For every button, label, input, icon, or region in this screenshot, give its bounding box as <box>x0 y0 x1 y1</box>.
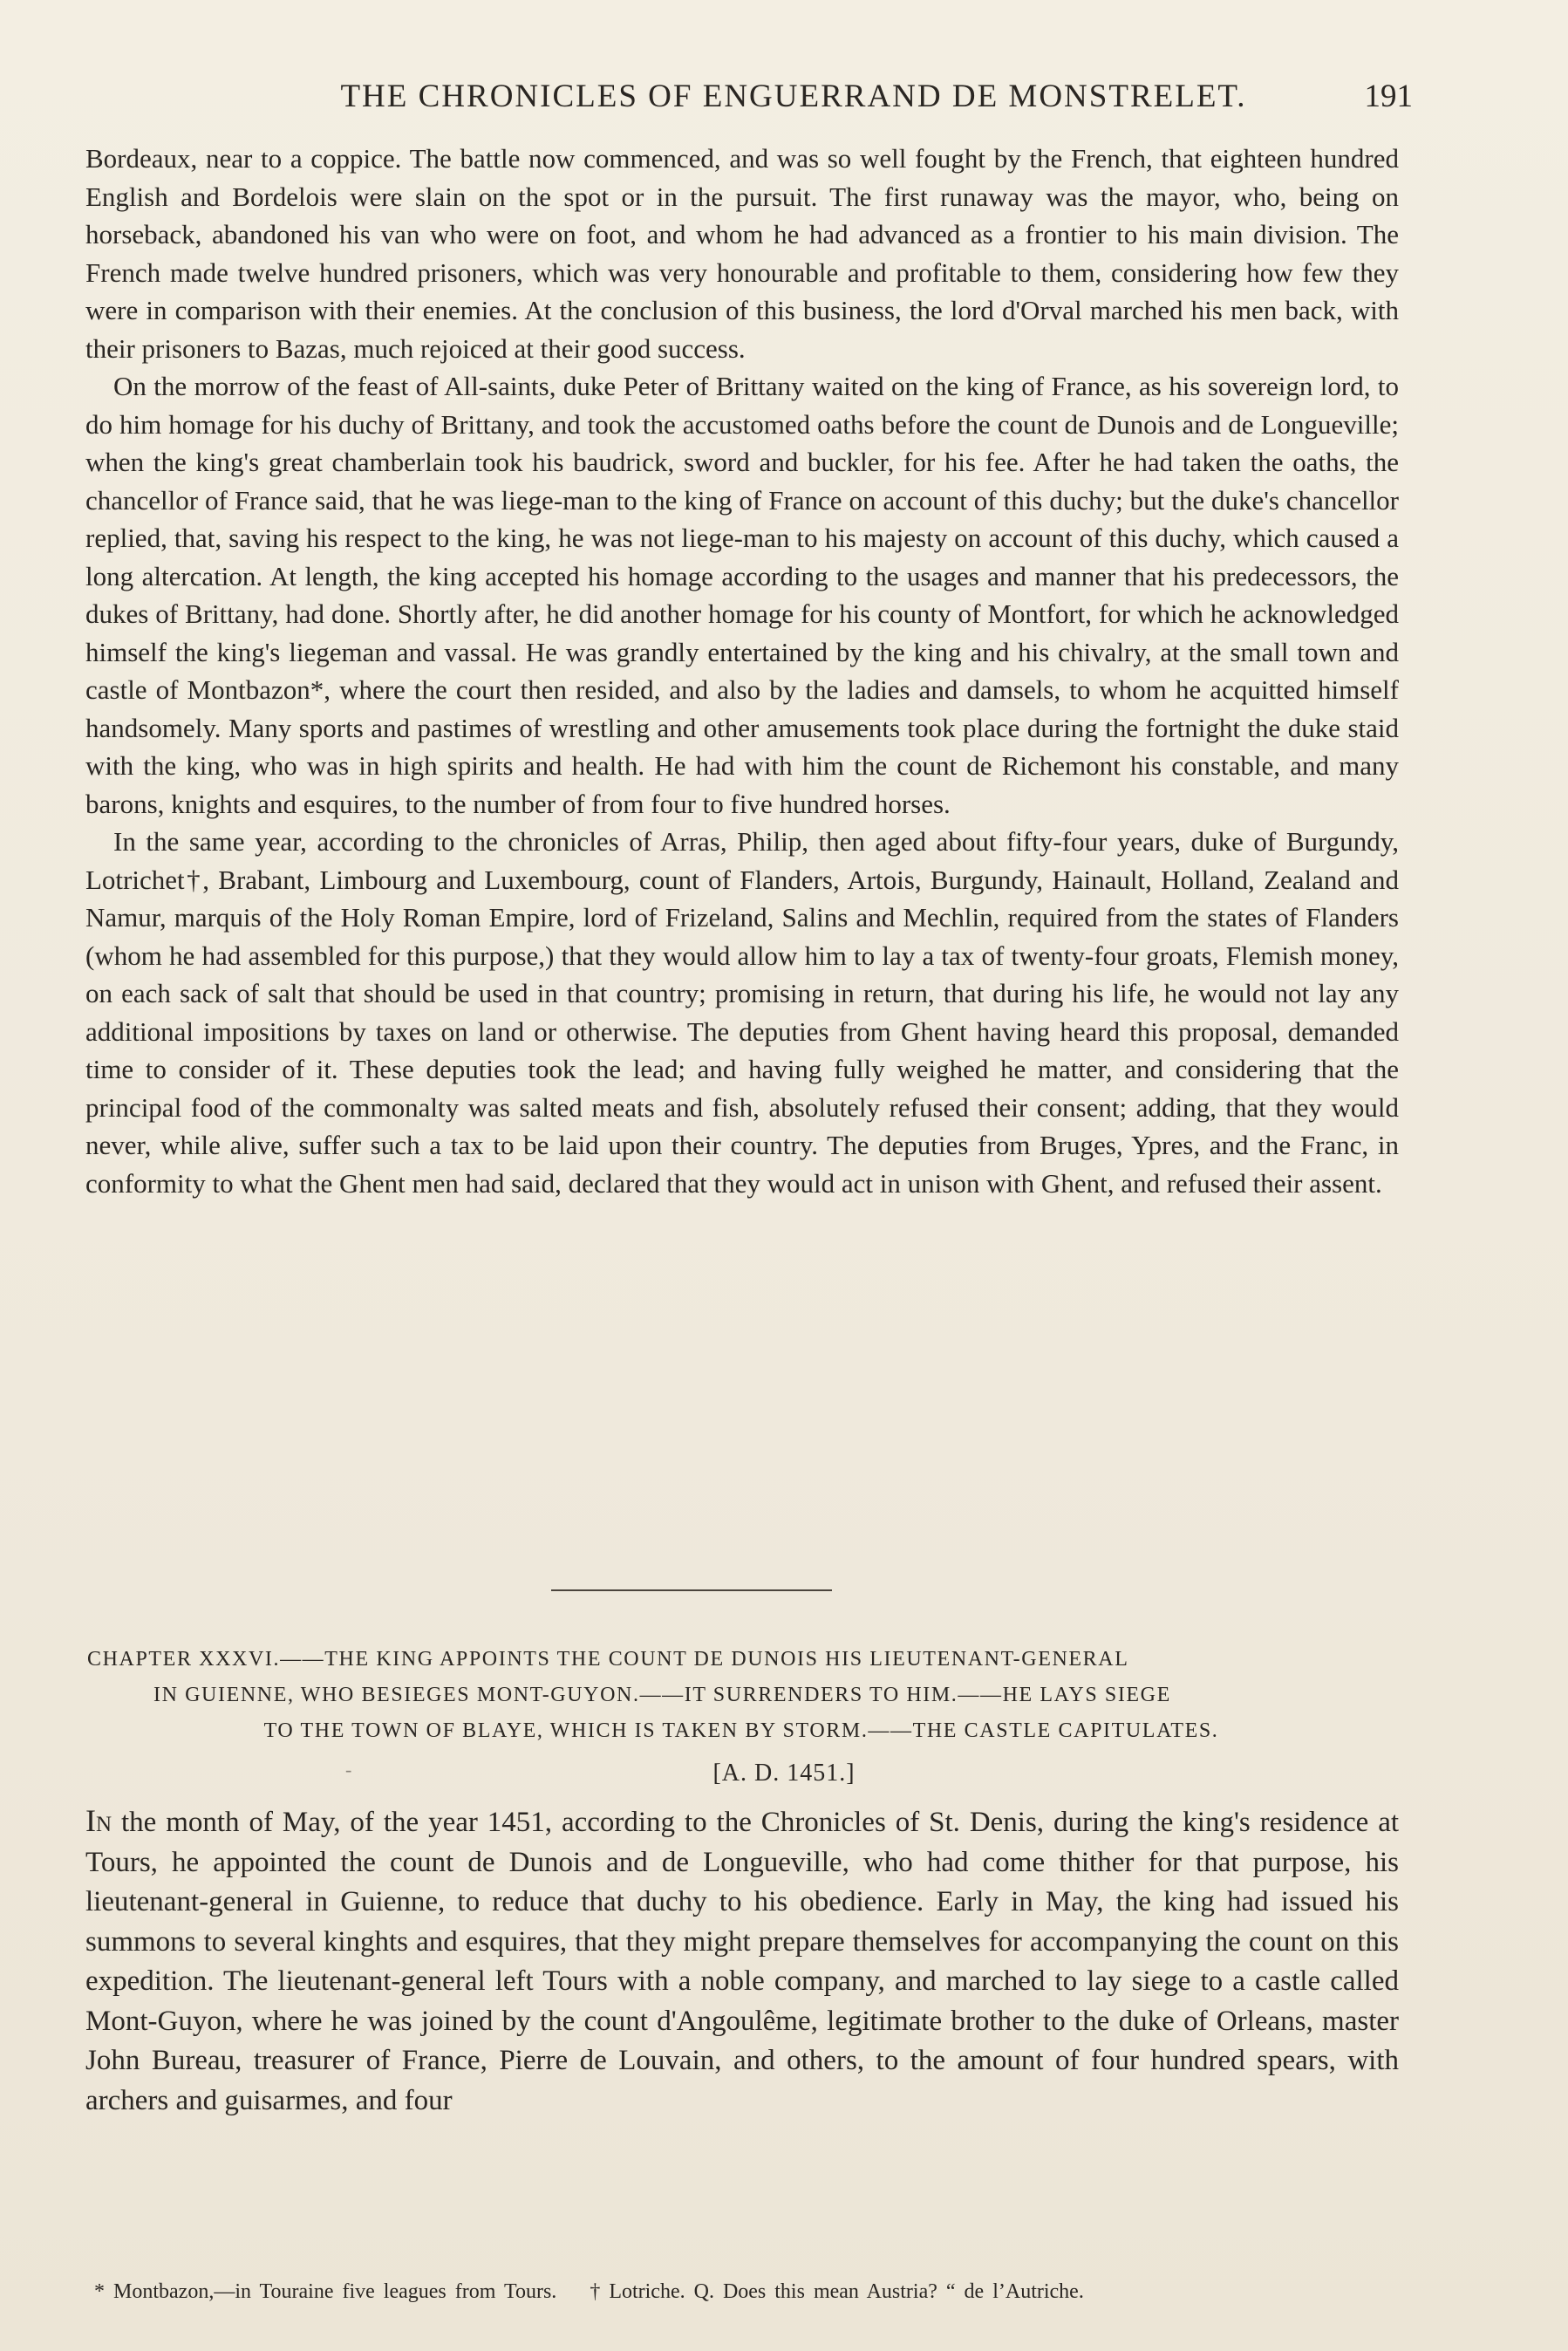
running-title: THE CHRONICLES OF ENGUERRAND DE MONSTRELET. <box>340 79 1247 114</box>
footnotes <box>94 2277 1402 2307</box>
opening-word: In <box>85 1803 112 1838</box>
paragraph-salt-tax: In the same year, according to the chronicles of Arras, Philip, then aged about fifty-four years, duke of Burgundy, Lotrichet†, Brabant, Limbourg and Luxembourg, count of Flanders, Artois, Burgundy, Hainault, Holland, Zealand and Namur, marquis of the Holy Roman Empire, lord of Frizeland, Salins and Mechlin, required from the states of Flanders (whom he had assembled for this purpose,) that they would allow him to lay a tax of twenty-four groats, Flemish money, on each sack of salt that should be used in that country; promising in return, that during his life, he would not lay any additional impositions by taxes on land or otherwise. The deputies from Ghent having heard this proposal, demanded time to consider of it. These deputies took the lead; and having fully weighed he matter, and considering that the principal food of the commonalty was salted meats and fish, absolutely refused their consent; adding, that they would never, while alive, suffer such a tax to be laid upon their country. The deputies from Bruges, Ypres, and the Franc, in conformity to what the Ghent men had said, declared that they would act in unison with Ghent, and refused their assent. <box>85 826 1399 1199</box>
paragraph-continued: Bordeaux, near to a coppice. The battle now commenced, and was so well fought by the French, that eighteen hundred English and Bordelois were slain on the spot or in the pursuit. The first runaway was the mayor, who, being on horseback, abandoned his van who were on foot, and whom he had advanced as a frontier to his main division. The French made twelve hundred prisoners, which was very honourable and profitable to them, considering how few they were in comparison with their enemies. At the conclusion of this business, the lord d'Orval marched his men back, with their prisoners to Bazas, much rejoiced at their good success. <box>85 143 1399 364</box>
chapter-heading-line: TO THE TOWN OF BLAYE, WHICH IS TAKEN BY STORM.——THE CASTLE CAPITULATES. <box>263 1719 1219 1742</box>
main-text <box>85 140 1399 1202</box>
page-number: 191 <box>1364 79 1413 114</box>
chapter-heading-line: CHAPTER XXXVI.——THE KING APPOINTS THE COUNT DE DUNOIS HIS LIEUTENANT-GENERAL <box>87 1648 1129 1671</box>
chapter-paragraph-text: the month of May, of the year 1451, according to the Chronicles of St. Denis, during the king's residence at Tours, he appointed the count de Dunois and de Longueville, who had come thither for that purpose, his lieutenant-general in Guienne, to reduce that duchy to his obedience. Early in May, the king had issued his summons to several kinghts and esquires, that they might prepare themselves for accompanying the count on this expedition. The lieutenant-general left Tours with a noble company, and marched to lay siege to a castle called Mont-Guyon, where he was joined by the count d'Angoulême, legitimate brother to the duke of Orleans, master John Bureau, treasurer of France, Pierre de Louvain, and others, to the amount of four hundred spears, with archers and guisarmes, and four <box>85 1807 1400 2116</box>
page-header <box>174 75 1413 119</box>
printer-mark: - <box>345 1759 352 1780</box>
footnote-lotriche: † Lotriche. Q. Does this mean Austria? “ de l’Autriche. <box>590 2280 1084 2303</box>
chapter-paragraph <box>85 1801 1399 2121</box>
chapter-text <box>85 1801 1399 2121</box>
chapter-heading-line: IN GUIENNE, WHO BESIEGES MONT-GUYON.——IT SURRENDERS TO HIM.——HE LAYS SIEGE <box>153 1684 1171 1706</box>
footnote-montbazon: * Montbazon,—in Touraine five leagues from Tours. <box>94 2280 557 2303</box>
chapter-date: [A. D. 1451.] <box>712 1760 856 1787</box>
section-divider <box>551 1589 832 1591</box>
paragraph-brittany-homage: On the morrow of the feast of All-saints, duke Peter of Brittany waited on the king of France, as his sovereign lord, to do him homage for his duchy of Brittany, and took the accustomed oaths before the count de Dunois and de Longueville; when the king's great chamberlain took his baudrick, sword and buckler, for his fee. After he had taken the oaths, the chancellor of France said, that he was liege-man to the king of France on account of this duchy; but the duke's chancellor replied, that, saving his respect to the king, he was not liege-man to his majesty on account of this duchy, which caused a long altercation. At length, the king accepted his homage according to the usages and manner that his predecessors, the dukes of Brittany, had done. Shortly after, he did another homage for his county of Montfort, for which he acknowledged himself the king's liegeman and vassal. He was grandly entertained by the king and his chivalry, at the small town and castle of Montbazon*, where the court then resided, and also by the ladies and damsels, to whom he acquitted himself handsomely. Many sports and pastimes of wrestling and other amusements took place during the fortnight the duke staid with the king, who was in high spirits and health. He had with him the count de Richemont his constable, and many barons, knights and esquires, to the number of from four to five hundred horses. <box>85 371 1399 819</box>
chapter-heading <box>87 1642 1395 1749</box>
